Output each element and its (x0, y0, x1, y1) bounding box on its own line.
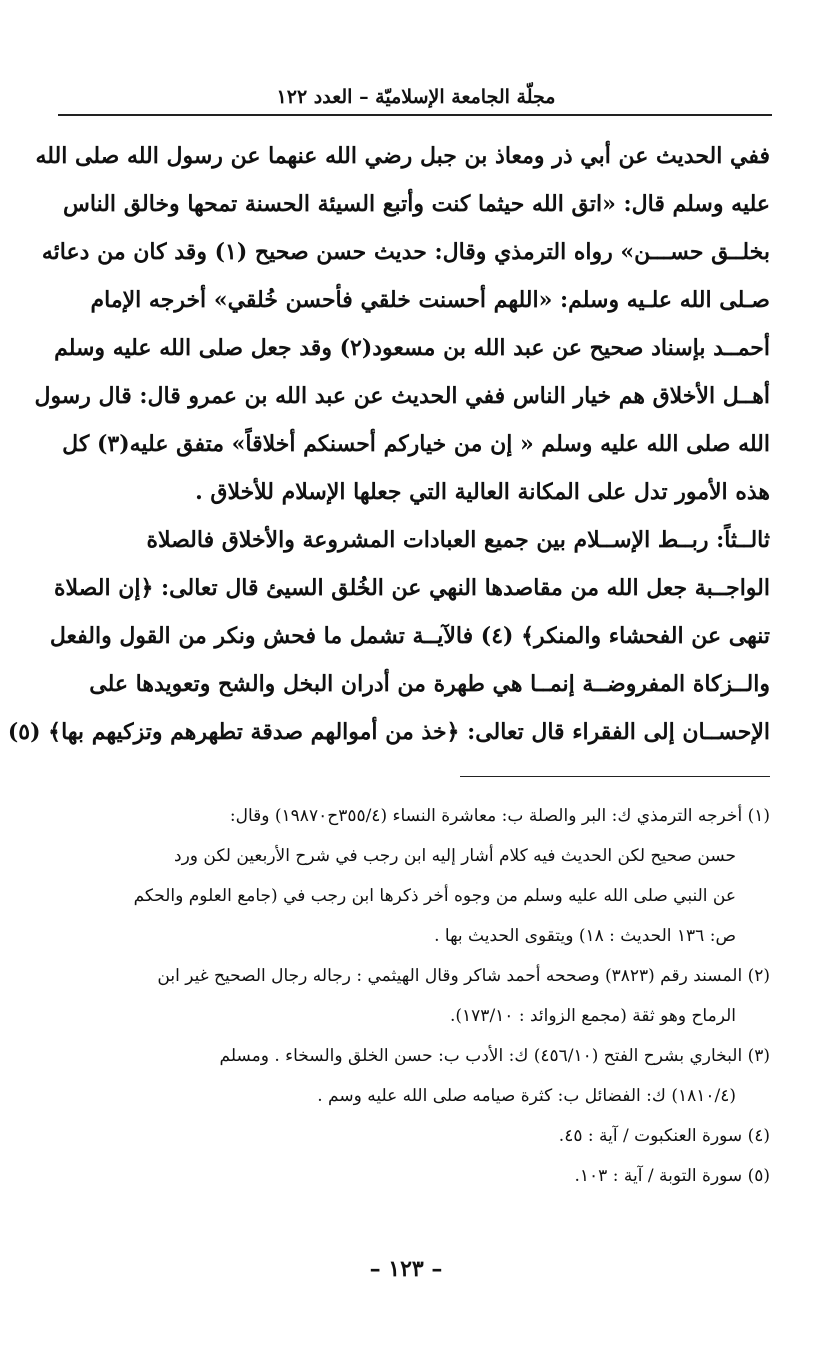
text-line: أحمــد بإسناد صحيح عن عبد الله بن مسعود(٢) وقد جعل صلى الله عليه وسلم (54, 335, 770, 361)
text-line: صـلى الله علـيه وسلم: «اللهم أحسنت خلقي فأحسن خُلقي» أخرجه الإمام (90, 287, 770, 313)
text-line: تنهى عن الفحشاء والمنكر﴾ (٤) فالآيــة تشمل ما فحش ونكر من القول والفعل (49, 623, 770, 649)
text-line: الإحســان إلى الفقراء قال تعالى: ﴿خذ من أموالهم صدقة تطهرهم وتزكيهم بها﴾ (٥) (7, 719, 770, 745)
text-line: أهــل الأخلاق هم خيار الناس ففي الحديث عن عبد الله بن عمرو قال: قال رسول (34, 383, 770, 409)
text-line: عليه وسلم قال: «اتق الله حيثما كنت وأتبع السيئة الحسنة تمحها وخالق الناس (63, 191, 770, 217)
footnotes (58, 796, 770, 1196)
footnote-line: (١٨١٠/٤) ك: الفضائل ب: كثرة صيامه صلى الله عليه وسم . (317, 1086, 736, 1106)
text-line: الواجــبة جعل الله من مقاصدها النهي عن الخُلق السيئ قال تعالى: ﴿إن الصلاة (54, 575, 770, 601)
footnote-line: الرماح وهو ثقة (مجمع الزوائد : ١٧٣/١٠). (450, 1006, 736, 1026)
running-head: مجلّة الجامعة الإسلاميّة – العدد ١٢٢ (276, 86, 556, 108)
footnote-line: (١) أخرجه الترمذي ك: البر والصلة ب: معاشرة النساء (٣٥٥/٤ح١٩٨٧٠) وقال: (229, 806, 770, 826)
footnote-line: (٥) سورة التوبة / آية : ١٠٣. (574, 1166, 770, 1186)
text-line: بخلــق حســـن» رواه الترمذي وقال: حديث حسن صحيح (١) وقد كان من دعائه (41, 239, 770, 265)
main-text (7, 132, 770, 756)
header-rule (58, 114, 772, 116)
footnote-line: عن النبي صلى الله عليه وسلم من وجوه أخر ذكرها ابن رجب في (جامع العلوم والحكم (133, 886, 736, 906)
text-line: الله صلى الله عليه وسلم « إن من خياركم أحسنكم أخلاقاً» متفق عليه(٣) كل (62, 431, 770, 457)
section-heading-line: ثالــثاً: ربــط الإســلام بين جميع العبادات المشروعة والأخلاق فالصلاة (146, 527, 770, 553)
text-line: ففي الحديث عن أبي ذر ومعاذ بن جبل رضي الله عنهما عن رسول الله صلى الله (35, 143, 770, 169)
text-line: والــزكاة المفروضــة إنمــا هي طهرة من أدران البخل والشح وتعويدها على (89, 671, 770, 697)
footnote-line: حسن صحيح لكن الحديث فيه كلام أشار إليه ابن رجب في شرح الأربعين لكن ورد (174, 846, 736, 866)
footnote-line: (٤) سورة العنكبوت / آية : ٤٥. (558, 1126, 770, 1146)
page-number: – ١٢٣ – (369, 1256, 443, 1282)
footnote-line: (٣) البخاري بشرح الفتح (٤٥٦/١٠) ك: الأدب ب: حسن الخلق والسخاء . ومسلم (219, 1046, 770, 1066)
text-line: هذه الأمور تدل على المكانة العالية التي جعلها الإسلام للأخلاق . (195, 479, 770, 505)
footnote-separator (460, 776, 770, 777)
footnote-line: (٢) المسند رقم (٣٨٢٣) وصححه أحمد شاكر وقال الهيثمي : رجاله رجال الصحيح غير ابن (157, 966, 770, 986)
footnote-line: ص: ١٣٦ الحديث : ١٨) ويتقوى الحديث بها . (434, 926, 736, 946)
